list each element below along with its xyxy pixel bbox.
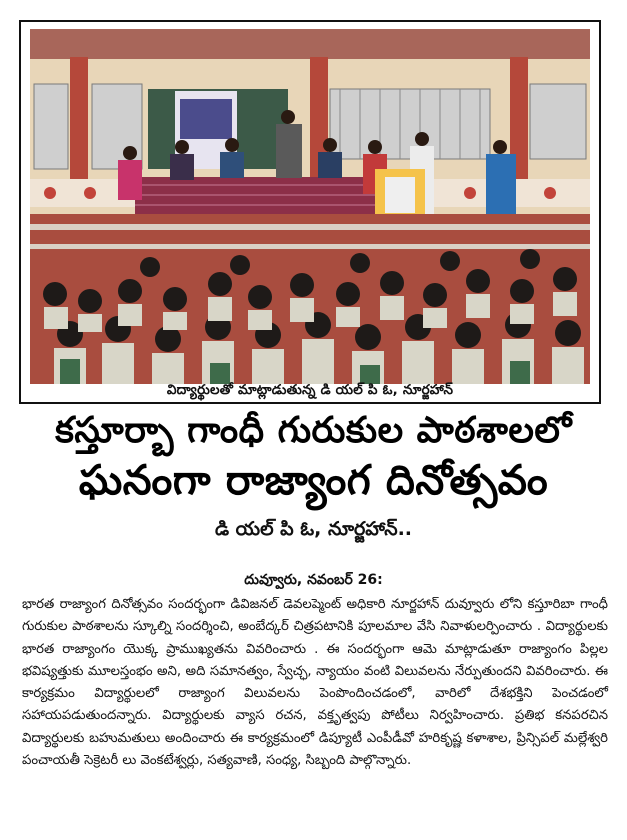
article-paragraph: భారత రాజ్యాంగ దినోత్సవం సందర్భంగా డివిజనల్ డెవలప్మెంట్ అధికారి నూర్జహాన్ దువ్వూరు లోని కస్తూరిబా గాంధీ గురుకుల పాఠశాలను స్కూల్ని సందర్శించి, అంబేద్కర్ చిత్రపటానికి పూలమాల వేసి నివాళులర్పించారు . విద్యార్థులకు భారత రాజ్యాంగం యొక్క ప్రాముఖ్యతను వివరించారు . ఈ సందర్భంగా ఆమె మాట్లాడుతూ రాజ్యాంగం పిల్లల భవిష్యత్తుకు మూలస్తంభం అని, అది సమానత్వం, స్వేచ్ఛ, న్యాయం వంటి విలువలను నేర్పుతుందని వివరించారు. ఈ కార్యక్రమం విద్యార్థులలో రాజ్యాంగ విలువలను పెంపొందించడంలో, వారిలో దేశభక్తిని పెంచడంలో సహాయపడుతుందన్నారు. విద్యార్థులకు వ్యాస రచన, వక్తృత్వపు పోటీలు నిర్వహించారు. ప్రతిభ కనపరచిన విద్యార్థులకు బహుమతులు అందించారు ఈ కార్యక్రమంలో డిప్యూటీ ఎంపీడీవో హరికృష్ణ కళాశాల, ప్రిన్సిపల్ మల్లేశ్వరి పంచాయతీ సెక్రెటరీ లు వెంకటేశ్వర్లు, సత్యవాణి, సంధ్య, సిబ్బంది పాల్గొన్నారు. xyxy=(22,597,608,769)
byline: డి యల్ పి ఓ, నూర్జహాన్.. xyxy=(214,518,413,540)
photo-caption: విద్యార్థులతో మాట్లాడుతున్న డి యల్ పి ఓ, నూర్జహాన్ xyxy=(166,382,454,398)
news-photo-frame xyxy=(19,20,601,404)
headline-line-1: కస్తూర్బా గాంధీ గురుకుల పాఠశాలలో xyxy=(55,410,572,451)
article-body xyxy=(22,594,608,772)
dateline: దువ్వూరు, నవంబర్ 26: xyxy=(244,572,383,588)
headline-line-2: ఘనంగా రాజ్యాంగ దినోత్సవం xyxy=(78,456,549,504)
event-photo xyxy=(30,29,590,384)
